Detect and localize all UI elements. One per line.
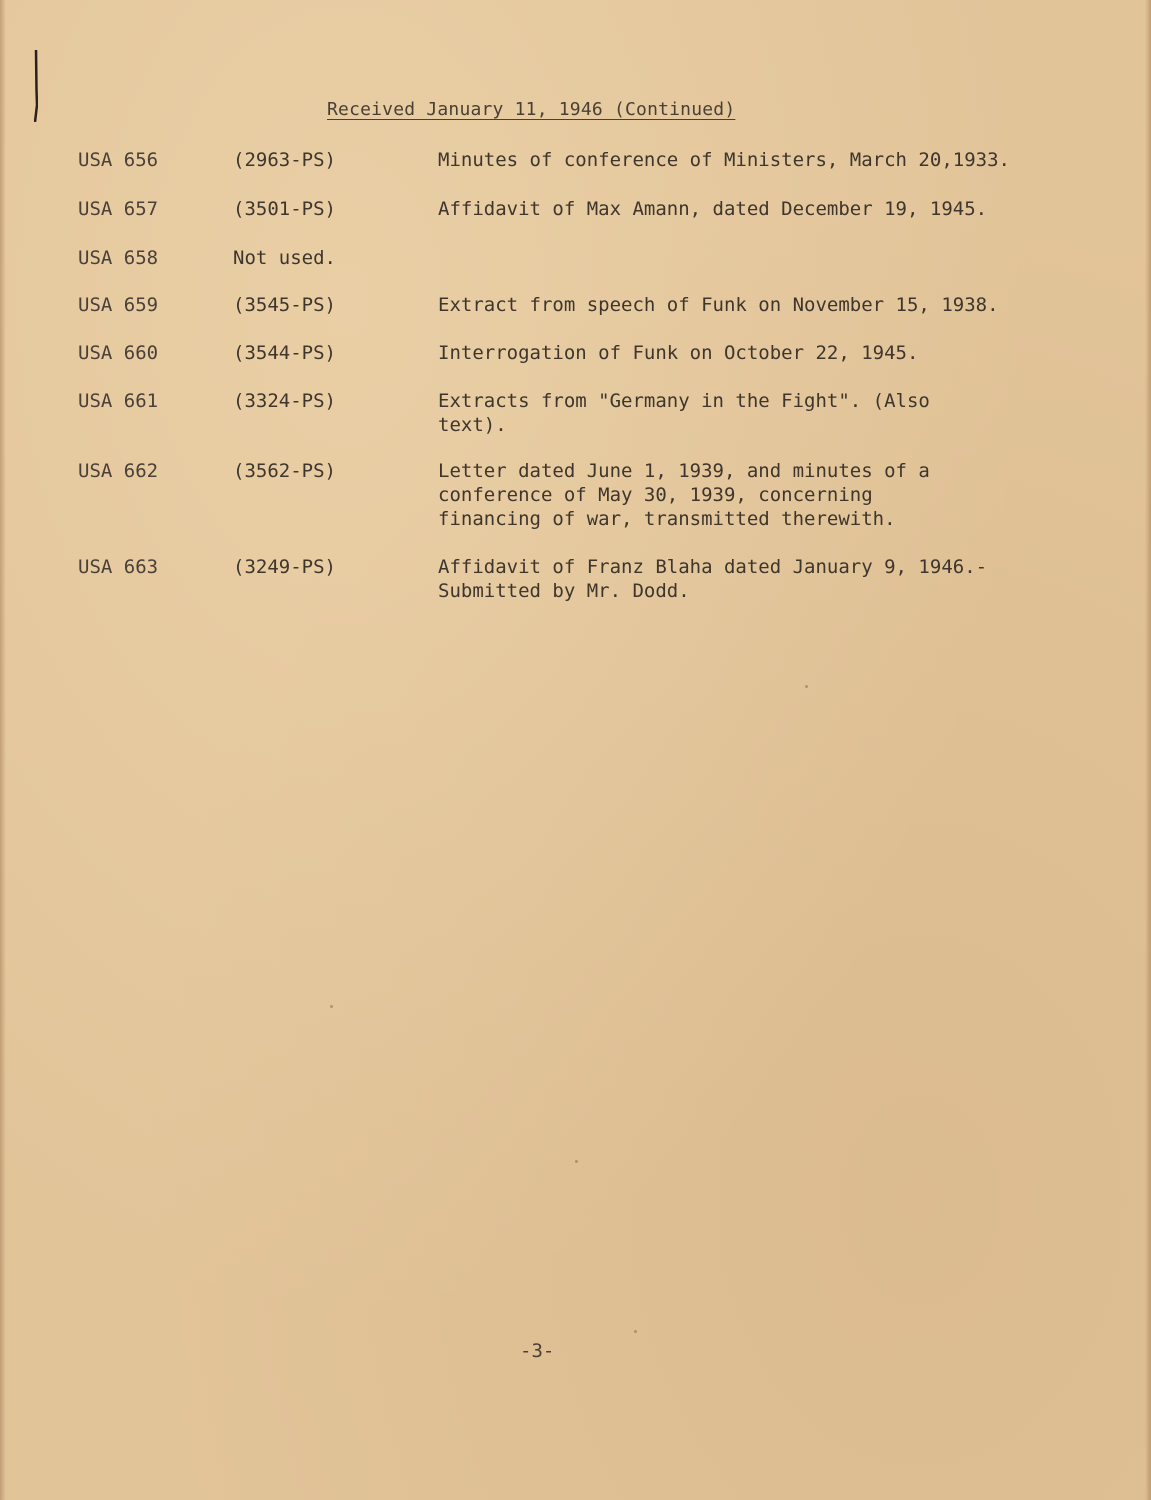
entry-description: Extract from speech of Funk on November 15, 1938. (438, 294, 999, 316)
document-reference: (3562-PS) (233, 460, 336, 482)
paper-speck (805, 685, 808, 688)
document-reference: (3249-PS) (233, 556, 336, 578)
usa-exhibit-number: USA 663 (78, 556, 159, 578)
paper-speck (575, 1160, 578, 1163)
document-reference: (2963-PS) (233, 149, 336, 171)
usa-exhibit-number: USA 656 (78, 149, 159, 171)
document-reference: (3545-PS) (233, 294, 336, 316)
entry-description: Interrogation of Funk on October 22, 1945. (438, 342, 919, 364)
document-reference: (3501-PS) (233, 198, 336, 220)
paper-speck (330, 1005, 333, 1008)
entry-description: Affidavit of Max Amann, dated December 19, 1945. (438, 198, 988, 220)
page-edge-left (0, 0, 6, 1500)
usa-exhibit-number: USA 661 (78, 390, 159, 412)
entry-description: Affidavit of Franz Blaha dated January 9, 1946.- Submitted by Mr. Dodd. (438, 556, 988, 602)
usa-exhibit-number: USA 660 (78, 342, 159, 364)
entry-description: Letter dated June 1, 1939, and minutes of a conference of May 30, 1939, concerning financing of war, transmitted therewith. (438, 460, 930, 530)
usa-exhibit-number: USA 662 (78, 460, 159, 482)
paper-speck (634, 1330, 637, 1333)
usa-exhibit-number: USA 657 (78, 198, 159, 220)
page-edge-right (1145, 0, 1151, 1500)
usa-exhibit-number: USA 659 (78, 294, 159, 316)
entry-description: Minutes of conference of Ministers, March 20,1933. (438, 149, 1010, 171)
document-reference: (3324-PS) (233, 390, 336, 412)
document-reference: Not used. (233, 247, 336, 269)
document-reference: (3544-PS) (233, 342, 336, 364)
usa-exhibit-number: USA 658 (78, 247, 159, 269)
entry-description: Extracts from "Germany in the Fight". (Also text). (438, 390, 930, 436)
page-number: -3- (520, 1340, 555, 1362)
ink-mark (34, 50, 38, 122)
document-heading: Received January 11, 1946 (Continued) (327, 99, 736, 120)
